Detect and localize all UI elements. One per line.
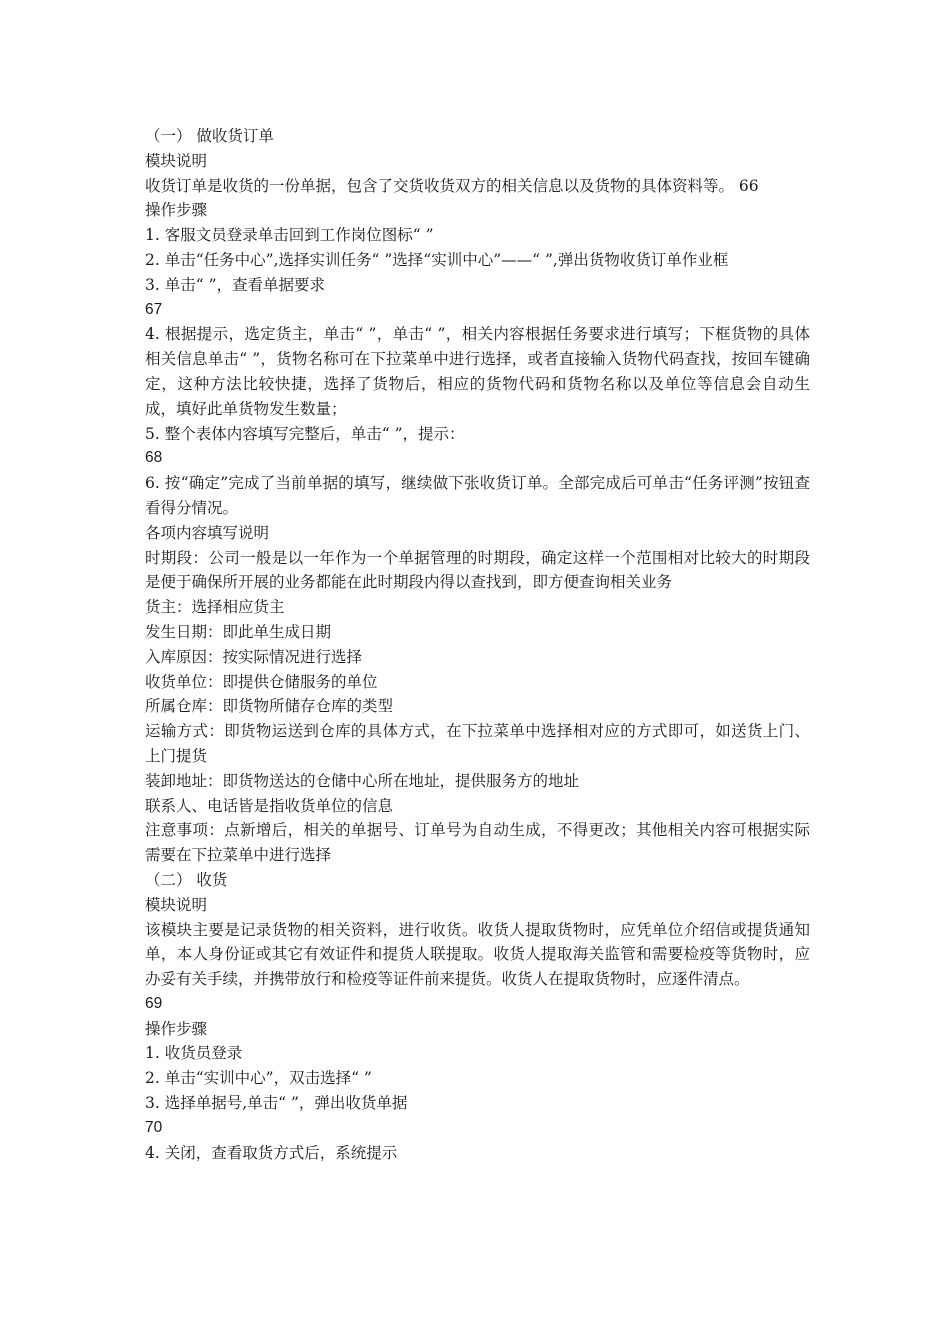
- field-description: 货主：选择相应货主: [145, 598, 285, 617]
- field-description: 入库原因：按实际情况进行选择: [145, 647, 363, 666]
- page-number: 70: [145, 1118, 163, 1136]
- field-description-heading: 各项内容填写说明: [145, 523, 270, 542]
- module-description-heading: 模块说明: [145, 151, 208, 170]
- notes-paragraph: 注意事项：点新增后，相关的单据号、订单号为自动生成，不得更改；其他相关内容可根据实际需要在下拉菜单中进行选择: [145, 821, 810, 865]
- step-item: 5. 整个表体内容填写完整后，单击“ ”，提示：: [145, 424, 465, 443]
- page-number: 67: [145, 300, 163, 318]
- operation-steps-heading: 操作步骤: [145, 201, 208, 220]
- step-item: 3. 单击“ ”，查看单据要求: [145, 275, 325, 294]
- field-description: 联系人、电话皆是指收货单位的信息: [145, 796, 394, 815]
- field-description: 装卸地址：即货物送达的仓储中心所在地址，提供服务方的地址: [145, 771, 580, 790]
- field-description: 所属仓库：即货物所储存仓库的类型: [145, 697, 394, 716]
- step-item: 4. 关闭，查看取货方式后，系统提示: [145, 1143, 398, 1162]
- paragraph: 该模块主要是记录货物的相关资料，进行收货。收货人提取货物时，应凭单位介绍信或提货通知单，本人身份证或其它有效证件和提货人联提取。收货人提取海关监管和需要检疫等货物时，应办妥有关手续，并携带放行和检疫等证件前来提货。收货人在提取货物时，应逐件清点。: [145, 920, 810, 989]
- step-item: 2. 单击“任务中心”,选择实训任务“ ”选择“实训中心”——“ ”,弹出货物收货订单作业框: [145, 250, 729, 269]
- field-description: 时期段：公司一般是以一年作为一个单据管理的时期段，确定这样一个范围相对比较大的时期段是便于确保所开展的业务都能在此时期段内得以查找到，即方便查询相关业务: [145, 548, 810, 592]
- step-item: 6. 按“确定”完成了当前单据的填写，继续做下张收货订单。全部完成后可单击“任务评测”按钮查看得分情况。: [145, 474, 810, 517]
- section-heading-1: （一） 做收货订单: [145, 127, 274, 145]
- page-number: 68: [145, 449, 163, 467]
- step-item: 4. 根据提示，选定货主，单击“ ”，单击“ ”，相关内容根据任务要求进行填写；下框货物的具体相关信息单击“ ”，货物名称可在下拉菜单中进行选择，或者直接输入货物代码查找，按回车键确定，这种方法比较快捷，选择了货物后，相应的货物代码和货物名称以及单位等信息会自动生成，填好此单货物发生数量；: [145, 325, 810, 418]
- step-item: 2. 单击“实训中心”，双击选择“ ”: [145, 1069, 372, 1088]
- document-body: [145, 124, 810, 1165]
- step-item: 1. 收货员登录: [145, 1044, 243, 1063]
- field-description: 发生日期：即此单生成日期: [145, 622, 332, 641]
- field-description: 收货单位：即提供仓储服务的单位: [145, 672, 378, 691]
- section-heading-2: （二） 收货: [145, 870, 228, 889]
- paragraph: 收货订单是收货的一份单据，包含了交货收货双方的相关信息以及货物的具体资料等。 66: [145, 176, 759, 195]
- field-description: 运输方式：即货物运送到仓库的具体方式，在下拉菜单中选择相对应的方式即可，如送货上门、上门提货: [145, 722, 810, 765]
- page-number: 69: [145, 994, 163, 1012]
- module-description-heading: 模块说明: [145, 895, 208, 914]
- step-item: 3. 选择单据号,单击“ ”，弹出收货单据: [145, 1094, 408, 1113]
- step-item: 1. 客服文员登录单击回到工作岗位图标“ ”: [145, 226, 434, 245]
- operation-steps-heading: 操作步骤: [145, 1019, 208, 1038]
